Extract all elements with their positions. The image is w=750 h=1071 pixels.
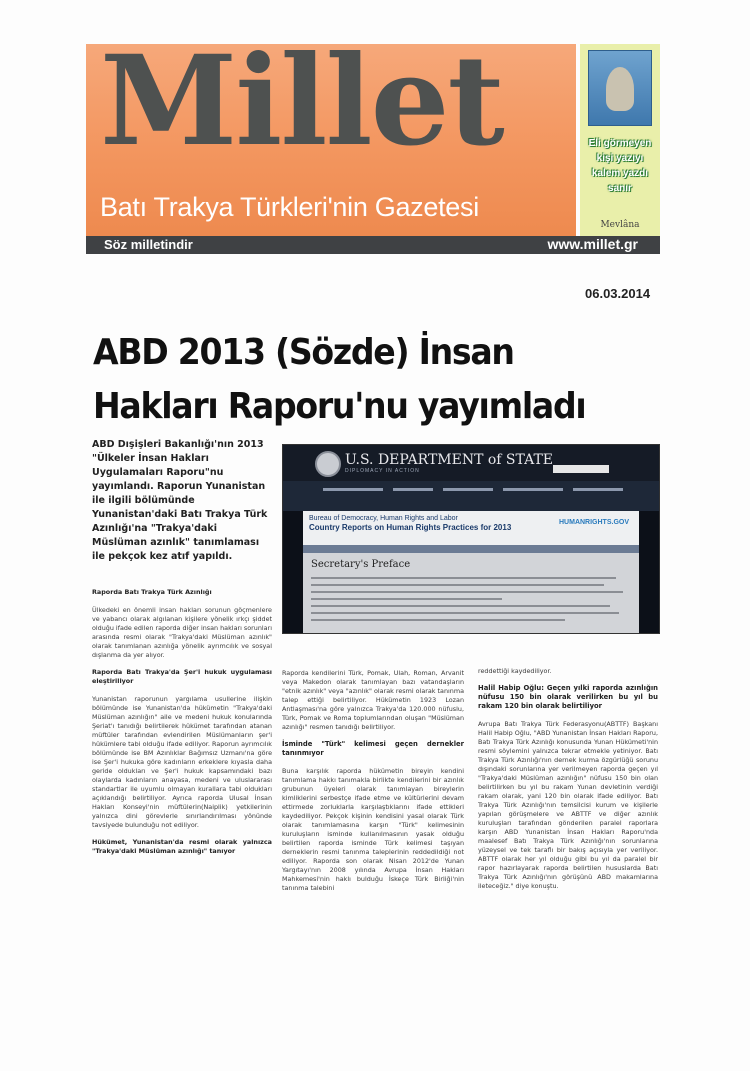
article-column-3 — [478, 667, 658, 899]
column-subheading: Raporda Batı Trakya Türk Azınlığı — [92, 588, 212, 596]
screenshot-search-box — [553, 465, 609, 473]
column-paragraph: Ülkedeki en önemli insan hakları sorunun göçmenlere ve yabancı olarak algılanan kişilere yönelik ırkçı şiddet olduğu ifade edilen raporda diğer insan hakları sorunları arasında resmi olarak "Trakya'daki Müslüman azınlık" olarak tanımlanan azınlığa yönelik ayrımcılık ve sosyal dışlanma da yer alıyor. — [92, 606, 272, 659]
column-subheading: İsminde "Türk" kelimesi geçen dernekler tanınmıyor — [282, 740, 464, 757]
quote-text: Eli görmeyen kişi yazıyı kalem yazdı sanır — [588, 138, 652, 194]
newspaper-url: www.millet.gr — [547, 236, 638, 252]
newspaper-motto: Söz milletindir — [104, 237, 193, 252]
newspaper-logo: Millet — [100, 29, 503, 174]
column-subheading: Raporda Batı Trakya'da Şer'i hukuk uygulaması eleştiriliyor — [92, 668, 272, 685]
screenshot-tabs — [303, 545, 639, 553]
masthead-banner — [86, 29, 576, 236]
portrait-image — [588, 50, 652, 126]
screenshot-badge: HUMANRIGHTS.GOV — [559, 519, 629, 526]
masthead — [86, 29, 660, 254]
state-department-screenshot — [282, 444, 660, 634]
screenshot-page-header — [303, 511, 639, 545]
column-subheading: Hükümet, Yunanistan'da resmi olarak yalnızca "Trakya'daki Müslüman azınlığı" tanıyor — [92, 838, 272, 855]
article-column-2 — [282, 669, 464, 901]
column-subheading: Halil Habip Oğlu: Geçen yılki raporda azınlığın nüfusu 150 bin olarak verilirken bu yıl bu rakam 120 bin olarak belirtiliyor — [478, 684, 658, 710]
column-paragraph: reddettiği kaydediliyor. — [478, 667, 552, 675]
column-paragraph: Avrupa Batı Trakya Türk Federasyonu(ABTTF) Başkanı Halil Habip Oğlu, "ABD Yunanistan İnsan Hakları Raporu, Batı Trakya Türk Azınlığı konusunda Yunan Hükümeti'nin resmi söylemini yalnızca tekrar etmekle yetiniyor. Batı Trakya Türk Azınlığı'nın dernek kurma özgürlüğü sorunu dışındaki sorunlarına yer verilmeyen raporda geçen yıl "Trakya'daki Müslüman azınlığın" nüfusu 150 bin olan belirtilirken bu yıl bu rakam Yunan devletinin verdiği rakam olarak, yani 120 bin olarak ifade ediliyor. Batı Trakya Türk Azınlığı'nın temsilcisi kurum ve kişilerle yapılan görüşmelere ve ABTTF ve diğer azınlık kuruluşları tarafından gönderilen paralel raporlara karşın ABD Yunanistan İnsan Hakları Raporu'nda maalesef Batı Trakya Türk Azınlığı'nın sorunlarına yüzeysel ve tek taraflı bir bakış açısıyla yer veriliyor. ABTTF olarak her yıl olduğu gibi bu yıl da paralel bir rapor hazırlayarak raporda belirtilen hususlarda Batı Trakya Türk Azınlığı'nın görüşünü ABD makamlarına ileteceğiz." diye konuştu. — [478, 720, 658, 890]
article-headline: ABD 2013 (Sözde) İnsan Hakları Raporu'nu yayımladı — [93, 332, 586, 427]
newspaper-tagline: Batı Trakya Türkleri'nin Gazetesi — [100, 192, 479, 222]
quote-box — [580, 44, 660, 236]
screenshot-nav — [283, 481, 659, 511]
screenshot-page-title: Country Reports on Human Rights Practices for 2013 — [309, 523, 512, 532]
column-paragraph: Yunanistan raporunun yargılama usullerine ilişkin bölümünde ise Yunanistan'da hükümetin "Trakya'daki Müslüman azınlığın" aile ve medeni hukuk konularında Şeriat'ı tanıdığı belirtilerek hükümet tarafından atanan müftüler tarafından evlendirilen Müslümanların şer'i hükümlere tabi olduğu ifade ediliyor. Raporun ayrımcılık bölümünde ise BM Azınlıklar Bağımsız Uzmanı'na göre ise Şer'i hukuka göre kadınların erkeklere kıyasla daha geride oldukları ve Şer'i hukuk kapsamındaki bazı olaylarda kadınların anayasa, medeni ve uluslararası standartlar ile uyumlu olmayan kurallara tabi oldukları açıklandığı belirtiliyor. Ayrıca raporda Ulusal İnsan Hakları Konseyi'nin müftülerin(Naiplik) yetkilerinin yalnızca dini görevlerle sınırlandırılması yönünde tavsiyede bulunduğu not ediliyor. — [92, 695, 272, 829]
column-paragraph: Buna karşılık raporda hükümetin bireyin kendini tanımlama hakkı tanımakla birlikte kendilerini bir azınlık grubunun üyeleri olarak tanımlayan bireylerin kimliklerini serbestçe ifade etme ve kültürlerini devam ettirmede zorluklarla karşılaştıklarını ifade ettikleri kaydediliyor. Pekçok kişinin kendisini yasal olarak Türk olarak tanımlamasına karşın "Türk" kelimesinin kuruluşların isminde kullanılmasının yasak olduğu belirtilen raporda isminde Türk kelimesi taşıyan derneklerin resmi tanınma taleplerinin reddedildiği not ediliyor. Raporda son olarak Nisan 2012'de Yunan Yargıtayı'nın 2008 yılında Avrupa İnsan Hakları Mahkemesi'nin haklı bulduğu İskeçe Türk Birliği'nin tanınma talebini — [282, 767, 464, 892]
screenshot-preface-title: Secretary's Preface — [311, 559, 411, 570]
screenshot-text-lines — [311, 577, 629, 626]
article-lead: ABD Dışişleri Bakanlığı'nın 2013 "Ülkeler İnsan Hakları Uygulamaları Raporu"nu yayımlandı. Raporun Yunanistan ile ilgili bölümünde Yunanistan'daki Batı Trakya Türk Azınlığı'na "Trakya'daki Müslüman azınlık" tanımlaması ile pekçok kez atıf yapıldı. — [92, 439, 268, 562]
article-column-1 — [92, 588, 272, 865]
screenshot-title: U.S. DEPARTMENT of STATE — [345, 452, 553, 468]
article-date: 06.03.2014 — [585, 286, 651, 301]
seal-icon — [315, 451, 341, 477]
screenshot-header — [283, 445, 659, 481]
column-paragraph: Raporda kendilerini Türk, Pomak, Ulah, Roman, Arvanit veya Makedon olarak tanımlayan bazı vatandaşların "etnik azınlık" veya "azınlık" olarak resmi olarak tanınma talep ettiği belirtiliyor. Hükümetin 1923 Lozan Antlaşması'na göre yalnızca Trakya'da 120.000 nüfuslu, Türk, Pomak ve Roma toplumlarından oluşan "Müslüman azınlığı" resmen tanıdığı belirtiliyor. — [282, 669, 464, 731]
screenshot-subtitle: DIPLOMACY IN ACTION — [345, 468, 420, 474]
screenshot-content — [303, 511, 639, 633]
screenshot-breadcrumb: Bureau of Democracy, Human Rights and Labor — [309, 515, 458, 522]
quote-author: Mevlâna — [600, 220, 640, 230]
